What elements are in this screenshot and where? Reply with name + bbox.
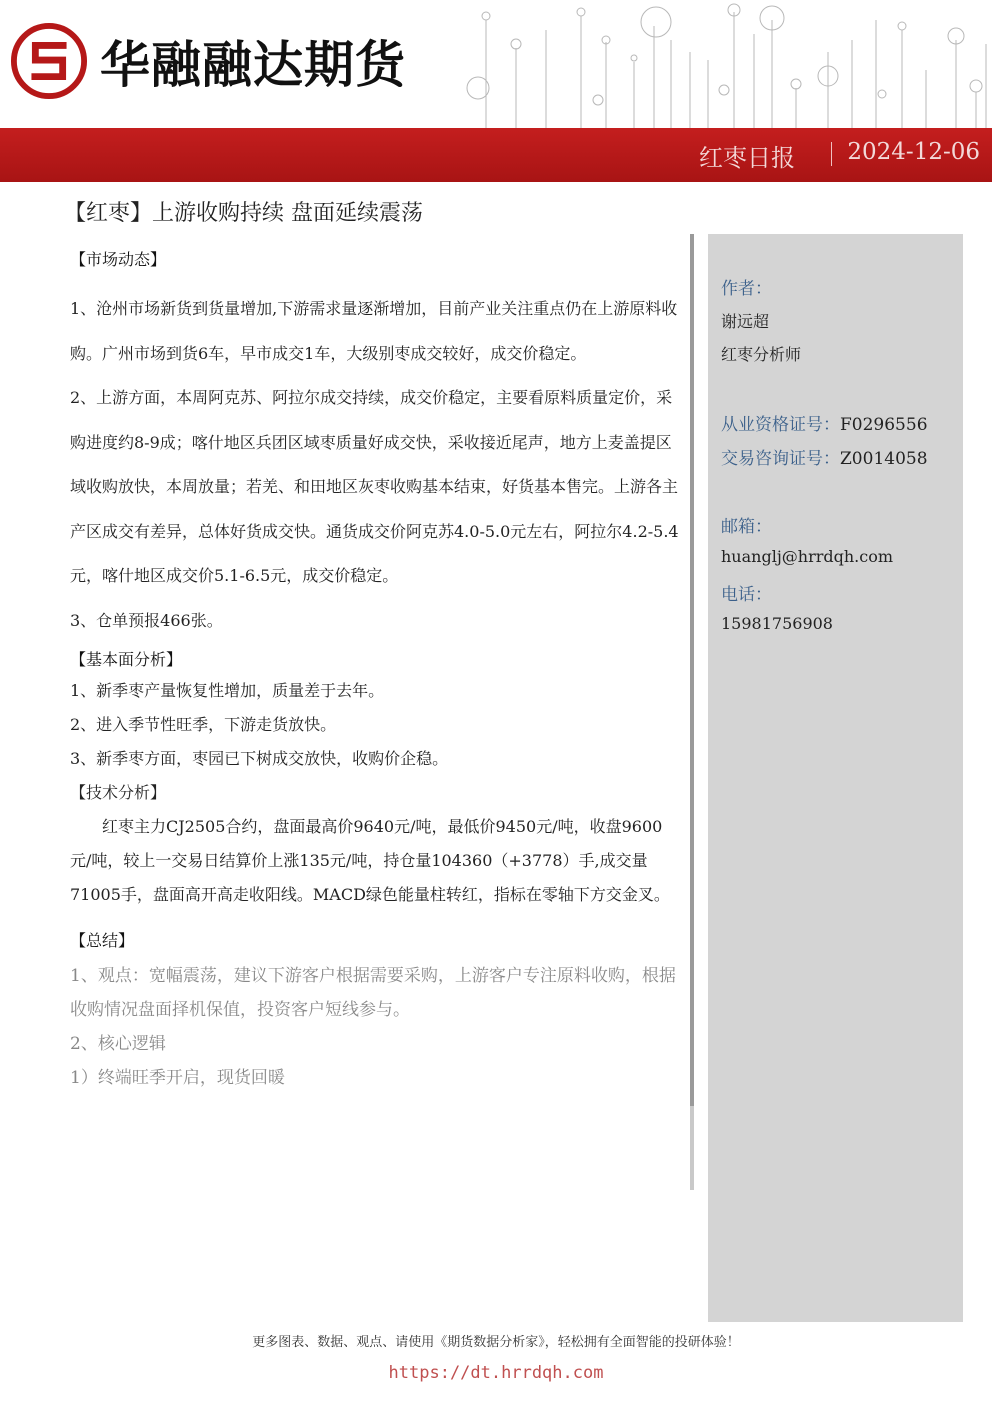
summary-item: 1、观点：宽幅震荡，建议下游客户根据需要采购，上游客户专注原料收购，根据收购情况盘面择机保值，投资客户短线参与。	[70, 966, 676, 1020]
phone-label: 电话：	[721, 585, 772, 605]
market-item: 3、仓单预报466张。	[70, 610, 223, 630]
summary-item: 2、核心逻辑	[70, 1034, 166, 1054]
banner-divider	[831, 142, 832, 166]
qualification-label: 从业资格证号：	[721, 415, 840, 435]
technical-text: 红枣主力CJ2505合约，盘面最高价9640元/吨，最低价9450元/吨，收盘9600元/吨，较上一交易日结算价上涨135元/吨，持仓量104360（+3778）手,成交量71005手，盘面高开高走收阳线。MACD绿色能量柱转红，指标在零轴下方交金叉。	[70, 817, 670, 904]
author-name: 谢远超	[721, 312, 770, 331]
qualification-number: F0296556	[840, 415, 928, 435]
summary-item: 1）终端旺季开启，现货回暖	[70, 1068, 285, 1088]
email-label: 邮箱：	[721, 517, 772, 537]
market-item: 1、沧州市场新货到货量增加,下游需求量逐渐增加，目前产业关注重点仍在上游原料收购。广州市场到货6车，早市成交1车，大级别枣成交较好，成交价稳定。	[70, 299, 678, 363]
fundamental-item: 1、新季枣产量恢复性增加，质量差于去年。	[70, 681, 385, 700]
author-sidebar	[708, 234, 963, 1322]
company-name: 华融融达期货	[100, 36, 406, 94]
report-banner	[0, 128, 992, 182]
report-type: 红枣日报	[699, 144, 795, 172]
section-heading-summary: 【总结】	[70, 931, 135, 950]
footer-note: 更多图表、数据、观点、请使用《期货数据分析家》，轻松拥有全面智能的投研体验！	[252, 1335, 740, 1350]
fundamental-item: 2、进入季节性旺季，下游走货放快。	[70, 715, 337, 734]
article-title: 【红枣】上游收购持续 盘面延续震荡	[64, 201, 423, 226]
footer-url-link[interactable]: https://dt.hrrdqh.com	[388, 1363, 604, 1383]
author-title: 红枣分析师	[721, 345, 802, 364]
header	[0, 0, 992, 128]
section-heading-market: 【市场动态】	[70, 250, 167, 269]
report-date: 2024-12-06	[847, 139, 980, 165]
consult-number: Z0014058	[840, 449, 928, 469]
author-label: 作者：	[721, 279, 772, 299]
main-content	[70, 238, 680, 1190]
decorative-pins-graphic	[456, 0, 992, 128]
consult-line	[721, 444, 928, 469]
market-item: 2、上游方面，本周阿克苏、阿拉尔成交持续，成交价稳定，主要看原料质量定价，采购进度约8-9成；喀什地区兵团区域枣质量好成交快，采收接近尾声，地方上麦盖提区域收购放快，本周放量；若羌、和田地区灰枣收购基本结束，好货基本售完。上游各主产区成交有差异，总体好货成交快。通货成交价阿克苏4.0-5.0元左右，阿拉尔4.2-5.4元，喀什地区成交价5.1-6.5元，成交价稳定。	[70, 388, 679, 585]
phone-number: 15981756908	[721, 614, 833, 633]
fundamental-item: 3、新季枣方面，枣园已下树成交放快，收购价企稳。	[70, 749, 449, 768]
consult-label: 交易咨询证号：	[721, 449, 840, 469]
section-heading-technical: 【技术分析】	[70, 783, 167, 802]
email-link[interactable]: huanglj@hrrdqh.com	[721, 547, 894, 566]
qualification-line	[721, 410, 928, 435]
scrollbar-thumb[interactable]	[690, 234, 694, 1106]
logo	[10, 22, 406, 100]
company-logo-icon	[10, 22, 88, 100]
section-heading-fundamental: 【基本面分析】	[70, 650, 183, 669]
